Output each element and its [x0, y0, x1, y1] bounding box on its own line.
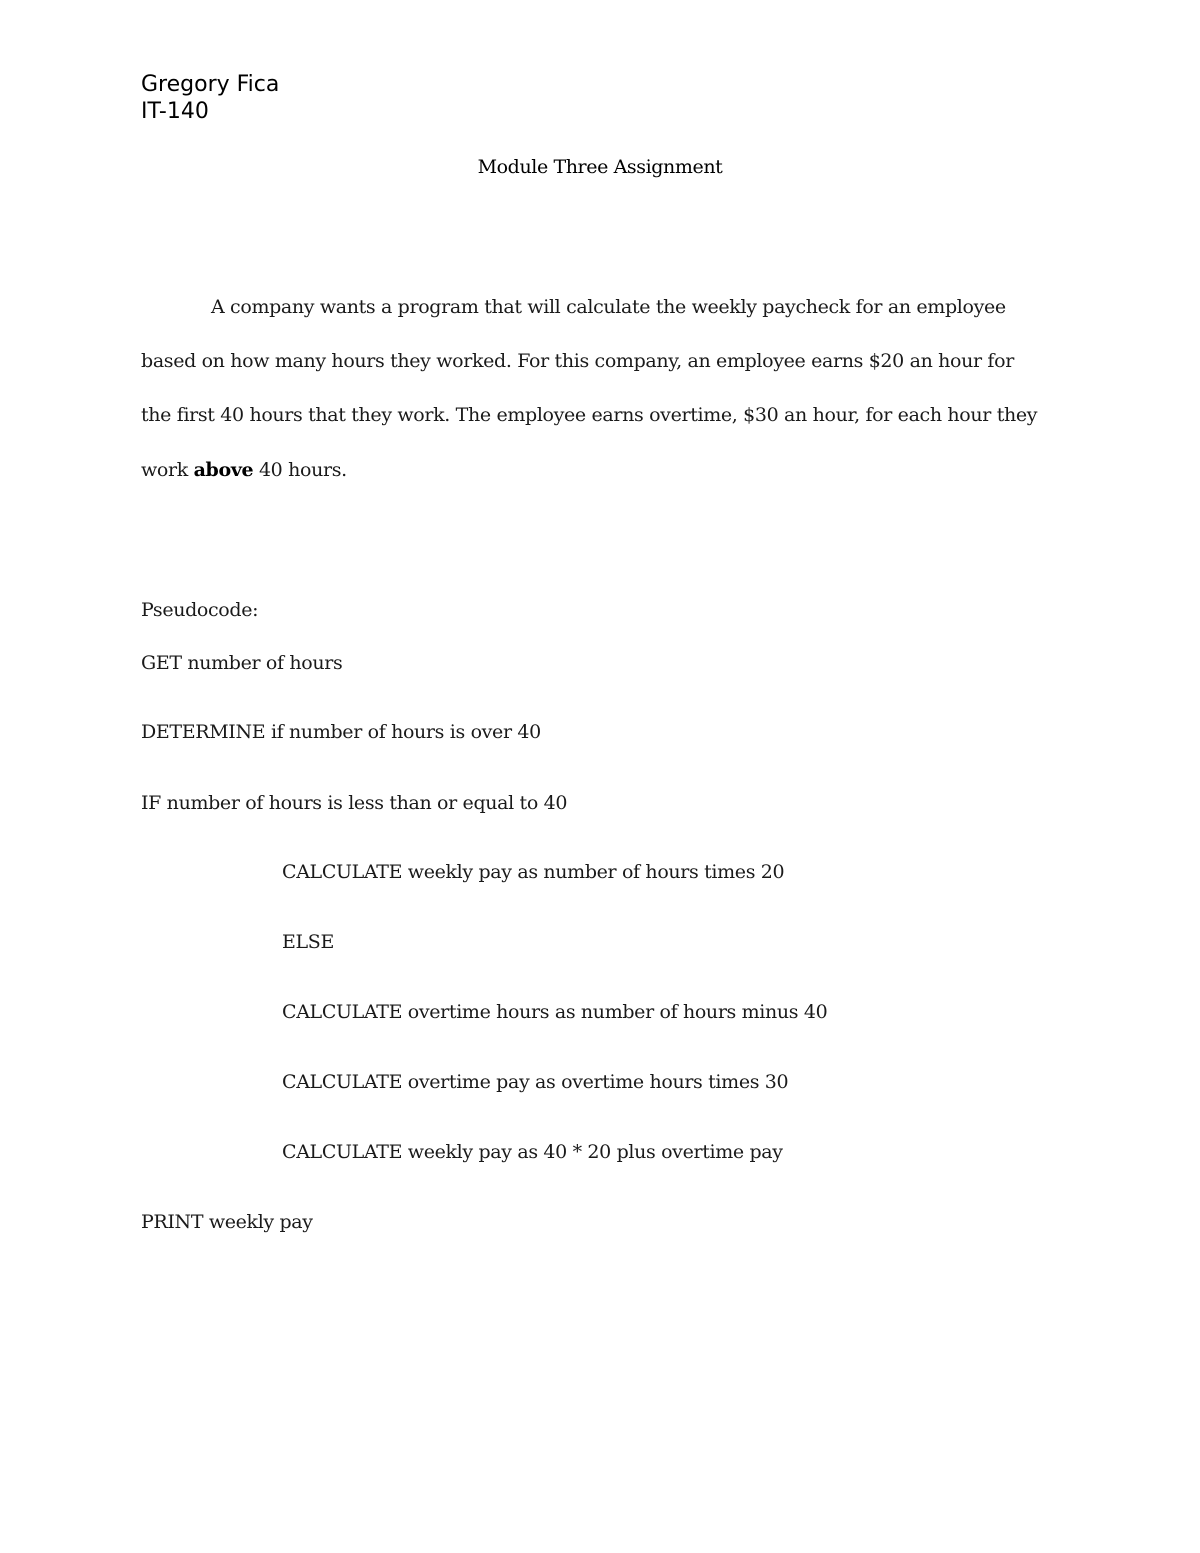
- paragraph-line: the first 40 hours that they work. The employee earns overtime, $30 an hour, for each hour they: [141, 404, 1038, 426]
- pseudocode-line: CALCULATE weekly pay as number of hours times 20: [282, 861, 785, 883]
- pseudocode-line: CALCULATE overtime pay as overtime hours times 30: [282, 1071, 789, 1093]
- paragraph-line: A company wants a program that will calculate the weekly paycheck for an employee: [211, 296, 1006, 318]
- pseudocode-line: CALCULATE weekly pay as 40 * 20 plus overtime pay: [282, 1141, 783, 1163]
- course-code: IT-140: [141, 99, 209, 124]
- paragraph-line: [141, 457, 347, 483]
- paragraph-line: based on how many hours they worked. For this company, an employee earns $20 an hour for: [141, 350, 1014, 372]
- pseudocode-line: IF number of hours is less than or equal to 40: [141, 792, 568, 814]
- pseudocode-line: ELSE: [282, 931, 334, 953]
- paragraph-text: 40 hours.: [253, 459, 347, 481]
- pseudocode-heading: Pseudocode:: [141, 599, 259, 621]
- pseudocode-line: DETERMINE if number of hours is over 40: [141, 721, 541, 743]
- pseudocode-line: GET number of hours: [141, 652, 343, 674]
- pseudocode-line: CALCULATE overtime hours as number of hours minus 40: [282, 1001, 828, 1023]
- author-name: Gregory Fica: [141, 72, 280, 97]
- emphasis-text: above: [193, 459, 254, 481]
- pseudocode-line: PRINT weekly pay: [141, 1211, 313, 1233]
- document-title: Module Three Assignment: [477, 156, 723, 178]
- paragraph-text: work: [141, 459, 194, 481]
